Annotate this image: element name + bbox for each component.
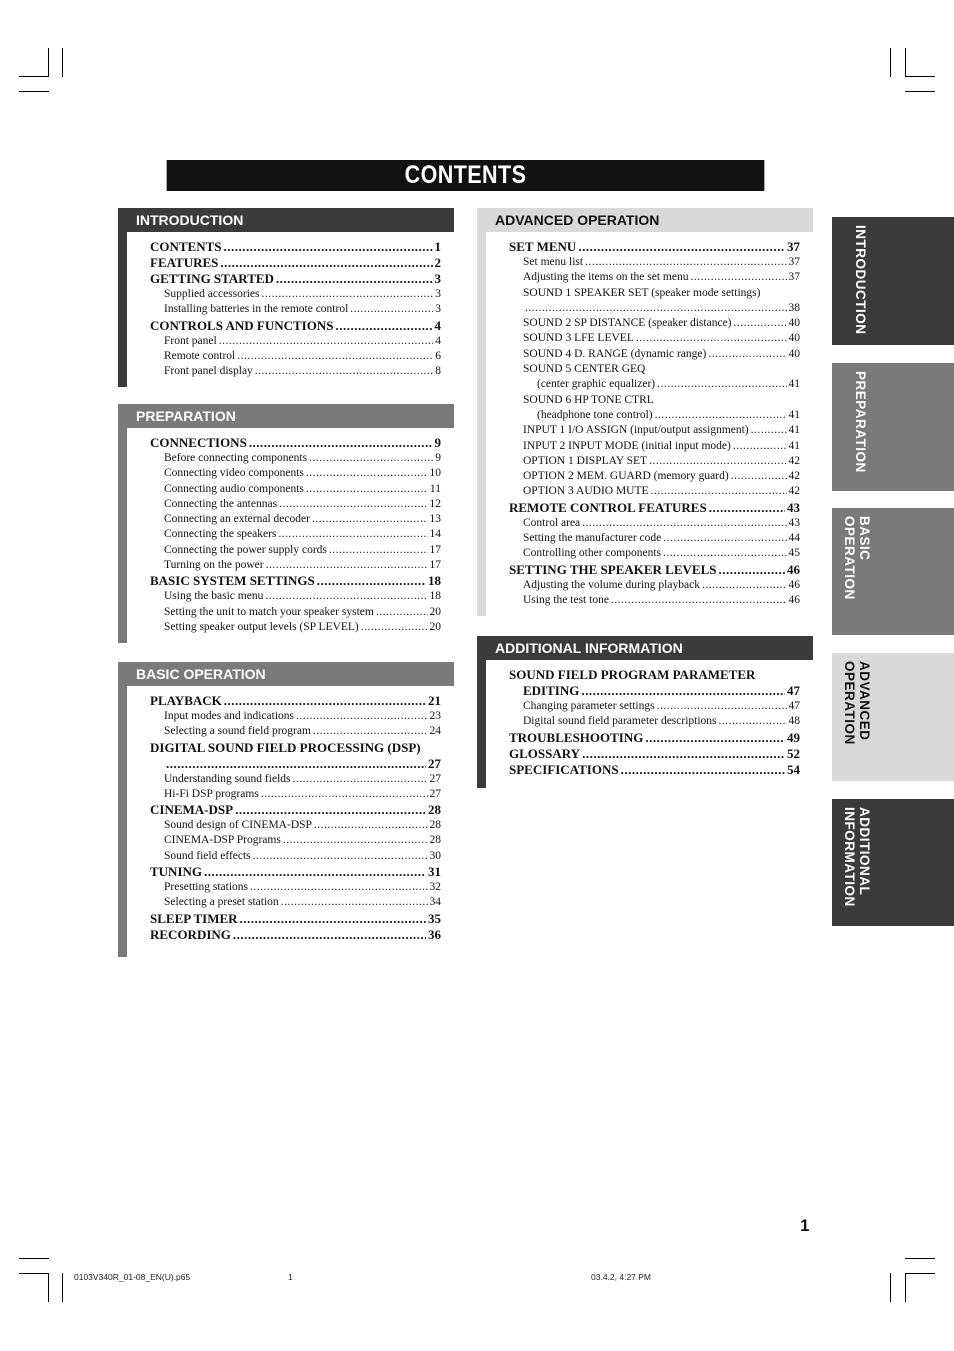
toc-entry-title: Changing parameter settings bbox=[523, 700, 655, 712]
leader-dots bbox=[657, 377, 786, 392]
toc-entry bbox=[150, 271, 441, 287]
page-number: 1 bbox=[800, 1216, 810, 1235]
toc-entry-page: 45 bbox=[788, 547, 800, 560]
toc-entry-page: 3 bbox=[434, 271, 441, 286]
toc-entry bbox=[150, 693, 441, 709]
leader-dots bbox=[690, 270, 786, 285]
toc-entry bbox=[150, 482, 441, 497]
leader-dots bbox=[376, 605, 428, 620]
leader-dots bbox=[240, 911, 426, 927]
toc-entry bbox=[509, 377, 800, 392]
toc-entry bbox=[150, 927, 441, 943]
toc-entry-title: Input modes and indications bbox=[164, 710, 294, 722]
toc-entry-page: 18 bbox=[429, 590, 441, 603]
toc-entry-title: Connecting the power supply cords bbox=[164, 543, 327, 556]
toc-entry-title: CONNECTIONS bbox=[150, 435, 247, 450]
toc-entry-page: 40 bbox=[788, 317, 800, 330]
toc-entry-title: Using the basic menu bbox=[164, 590, 264, 603]
leader-dots bbox=[237, 349, 433, 364]
leader-dots bbox=[734, 316, 787, 331]
leader-dots bbox=[314, 818, 428, 833]
leader-dots bbox=[663, 531, 786, 546]
toc-entry bbox=[509, 762, 800, 778]
toc-entry-title: Sound field effects bbox=[164, 849, 251, 862]
toc-entry-page: 17 bbox=[429, 543, 441, 556]
toc-entry-title: SOUND 4 D. RANGE (dynamic range) bbox=[523, 347, 707, 360]
toc-entry bbox=[509, 593, 800, 608]
leader-dots bbox=[731, 469, 787, 484]
toc-entry bbox=[150, 787, 441, 802]
toc-entry bbox=[509, 331, 800, 346]
toc-entry-page: 44 bbox=[788, 532, 800, 545]
leader-dots bbox=[166, 756, 426, 772]
leader-dots bbox=[266, 558, 428, 573]
leader-dots bbox=[581, 683, 785, 699]
toc-entry bbox=[150, 573, 441, 589]
toc-entry-page: 27 bbox=[429, 772, 441, 785]
toc-entry bbox=[150, 911, 441, 927]
tab-preparation[interactable] bbox=[832, 363, 954, 491]
section-introduction bbox=[118, 208, 454, 387]
leader-dots bbox=[585, 255, 786, 270]
leader-dots bbox=[261, 787, 428, 802]
toc-entry-title: Supplied accessories bbox=[164, 288, 260, 300]
toc-entry bbox=[150, 589, 441, 604]
toc-entry-page: 14 bbox=[429, 528, 441, 541]
toc-entry bbox=[150, 239, 441, 255]
toc-entry-title: Adjusting the items on the set menu bbox=[523, 271, 689, 284]
toc-entry bbox=[150, 334, 441, 349]
toc-entry-title: Connecting audio components bbox=[164, 482, 304, 495]
leader-dots bbox=[649, 454, 786, 469]
toc-entry-title: CINEMA-DSP Programs bbox=[164, 834, 281, 847]
leader-dots bbox=[219, 334, 434, 349]
toc-entry bbox=[150, 349, 441, 364]
toc-entry-title: Using the test tone bbox=[523, 593, 609, 606]
leader-dots bbox=[306, 466, 428, 481]
leader-dots bbox=[751, 423, 787, 438]
toc-entry-title: REMOTE CONTROL FEATURES bbox=[509, 499, 707, 515]
section-basic-operation bbox=[118, 662, 454, 957]
toc-entry-page: 31 bbox=[428, 864, 441, 880]
toc-entry-page: 1 bbox=[434, 239, 441, 254]
toc-entry bbox=[509, 546, 800, 561]
toc-entry-title: DIGITAL SOUND FIELD PROCESSING (DSP) bbox=[150, 739, 421, 755]
leader-dots bbox=[220, 255, 432, 271]
leader-dots bbox=[253, 849, 428, 864]
toc-entry-page: 30 bbox=[429, 849, 441, 862]
toc-entry-title: Set menu list bbox=[523, 256, 584, 268]
leader-dots bbox=[708, 347, 786, 362]
toc-entry-page: 38 bbox=[788, 301, 800, 314]
tab-introduction[interactable] bbox=[832, 217, 954, 345]
toc-entry-page: 6 bbox=[435, 349, 441, 362]
toc-entry bbox=[150, 895, 441, 910]
toc-entry-title: FEATURES bbox=[150, 255, 219, 270]
toc-entry-title: CONTENTS bbox=[150, 239, 222, 254]
section-heading: ADVANCED OPERATION bbox=[477, 208, 813, 232]
toc-entry bbox=[150, 756, 441, 772]
toc-entry-page: 52 bbox=[787, 745, 800, 761]
toc-entry-page: 2 bbox=[434, 255, 441, 270]
toc-list bbox=[509, 667, 800, 778]
toc-entry-title: GETTING STARTED bbox=[150, 271, 274, 286]
toc-entry bbox=[150, 451, 441, 466]
tab-additional-information[interactable] bbox=[832, 799, 954, 926]
page-title: CONTENTS bbox=[167, 160, 765, 191]
toc-entry-title: SOUND 2 SP DISTANCE (speaker distance) bbox=[523, 317, 732, 330]
toc-entry-title: CONTROLS AND FUNCTIONS bbox=[150, 317, 334, 333]
toc-entry-page: 43 bbox=[788, 516, 800, 529]
toc-entry-page: 9 bbox=[434, 435, 441, 450]
footer-page: 1 bbox=[288, 1272, 293, 1282]
toc-entry-page: 37 bbox=[788, 271, 800, 284]
toc-entry-title: OPTION 1 DISPLAY SET bbox=[523, 454, 648, 467]
toc-entry bbox=[150, 302, 441, 317]
toc-entry-title: Hi-Fi DSP programs bbox=[164, 787, 259, 800]
toc-entry-title: Adjusting the volume during playback bbox=[523, 578, 700, 591]
toc-entry-title: CINEMA-DSP bbox=[150, 802, 234, 818]
toc-entry bbox=[509, 408, 800, 423]
leader-dots bbox=[313, 724, 428, 739]
leader-dots bbox=[309, 451, 433, 466]
toc-entry bbox=[509, 347, 800, 362]
toc-entry bbox=[509, 393, 800, 408]
leader-dots bbox=[265, 589, 427, 604]
leader-dots bbox=[611, 593, 787, 608]
toc-entry bbox=[150, 466, 441, 481]
footer-file: 0103V340R_01-08_EN(U).p65 bbox=[74, 1272, 191, 1282]
leader-dots bbox=[525, 301, 787, 316]
toc-entry-page: 40 bbox=[788, 347, 800, 360]
section-heading: PREPARATION bbox=[118, 404, 454, 428]
toc-entry bbox=[150, 527, 441, 542]
toc-entry-page: 11 bbox=[429, 482, 441, 495]
toc-entry bbox=[509, 454, 800, 469]
toc-entry-title: Sound design of CINEMA-DSP bbox=[164, 819, 312, 832]
leader-dots bbox=[292, 772, 427, 787]
toc-entry-page: 3 bbox=[435, 303, 441, 316]
toc-entry-page: 37 bbox=[788, 256, 800, 268]
toc-entry-page: 34 bbox=[429, 896, 441, 909]
toc-entry-page: 3 bbox=[435, 288, 441, 300]
toc-entry bbox=[509, 469, 800, 484]
tab-basic-operation[interactable] bbox=[832, 508, 954, 635]
toc-entry-title: SET MENU bbox=[509, 239, 577, 254]
toc-entry-page: 41 bbox=[788, 378, 800, 391]
toc-entry-page: 36 bbox=[428, 926, 441, 942]
toc-entry-title: Turning on the power bbox=[164, 559, 264, 572]
toc-entry-title: Connecting the antennas bbox=[164, 497, 278, 510]
toc-entry-page: 28 bbox=[429, 819, 441, 832]
toc-entry bbox=[509, 484, 800, 499]
toc-entry bbox=[150, 435, 441, 451]
toc-entry-page: 24 bbox=[429, 725, 441, 738]
leader-dots bbox=[335, 318, 432, 334]
toc-entry bbox=[150, 558, 441, 573]
footer-timestamp: 03.4.2, 4:27 PM bbox=[591, 1272, 652, 1282]
toc-entry-title: SOUND 1 SPEAKER SET (speaker mode settings) bbox=[523, 286, 761, 299]
toc-entry-page: 42 bbox=[788, 454, 800, 467]
toc-entry bbox=[150, 605, 441, 620]
toc-entry bbox=[509, 239, 800, 255]
toc-entry-title: Digital sound field parameter descriptions bbox=[523, 715, 717, 728]
toc-entry-page: 41 bbox=[788, 439, 800, 452]
toc-entry-title: SLEEP TIMER bbox=[150, 910, 238, 926]
toc-entry bbox=[509, 730, 800, 746]
toc-entry-page: 20 bbox=[429, 620, 441, 633]
toc-entry-title: Control area bbox=[523, 516, 581, 529]
toc-entry-page: 12 bbox=[429, 497, 441, 510]
leader-dots bbox=[361, 620, 428, 635]
toc-entry-page: 48 bbox=[788, 715, 800, 728]
toc-list bbox=[150, 239, 441, 379]
toc-entry-title: RECORDING bbox=[150, 926, 231, 942]
toc-entry bbox=[150, 287, 441, 302]
toc-entry-title: OPTION 3 AUDIO MUTE bbox=[523, 485, 649, 498]
leader-dots bbox=[250, 880, 427, 895]
tab-label: INTRODUCTION bbox=[853, 225, 868, 335]
toc-entry-page: 46 bbox=[787, 561, 800, 577]
leader-dots bbox=[283, 833, 428, 848]
leader-dots bbox=[278, 527, 427, 542]
toc-entry-page: 54 bbox=[787, 761, 800, 777]
toc-entry bbox=[150, 802, 441, 818]
toc-entry-title: Connecting an external decoder bbox=[164, 513, 310, 526]
leader-dots bbox=[279, 497, 427, 512]
toc-entry-page: 43 bbox=[787, 499, 800, 515]
leader-dots bbox=[582, 746, 785, 762]
leader-dots bbox=[224, 239, 433, 255]
toc-entry-title: Setting the unit to match your speaker system bbox=[164, 605, 374, 618]
leader-dots bbox=[636, 331, 787, 346]
toc-entry bbox=[150, 543, 441, 558]
toc-list bbox=[509, 239, 800, 608]
leader-dots bbox=[249, 435, 433, 451]
toc-entry-title: PLAYBACK bbox=[150, 693, 222, 708]
leader-dots bbox=[651, 484, 787, 499]
toc-entry bbox=[150, 724, 441, 739]
leader-dots bbox=[233, 927, 426, 943]
leader-dots bbox=[255, 364, 433, 379]
section-heading: INTRODUCTION bbox=[118, 208, 454, 232]
toc-entry bbox=[150, 864, 441, 880]
toc-entry-page: 4 bbox=[435, 334, 441, 347]
section-heading: ADDITIONAL INFORMATION bbox=[477, 636, 813, 660]
toc-entry-title: Selecting a preset station bbox=[164, 896, 279, 909]
toc-entry-page: 13 bbox=[429, 513, 441, 526]
toc-entry-title: Before connecting components bbox=[164, 452, 308, 464]
toc-entry-page: 49 bbox=[787, 729, 800, 745]
toc-entry-title: Connecting video components bbox=[164, 467, 304, 480]
toc-entry bbox=[509, 362, 800, 377]
tab-label: BASIC OPERATION bbox=[842, 516, 872, 600]
leader-dots bbox=[719, 714, 787, 729]
toc-entry-page: 20 bbox=[429, 605, 441, 618]
toc-entry-title: Understanding sound fields bbox=[164, 772, 291, 785]
tab-label: ADDITIONAL INFORMATION bbox=[842, 807, 872, 907]
toc-entry-title: Remote control bbox=[164, 349, 236, 362]
toc-entry-page: 47 bbox=[787, 683, 800, 698]
toc-entry bbox=[150, 512, 441, 527]
toc-entry-title: SOUND 3 LFE LEVEL bbox=[523, 332, 634, 345]
toc-entry bbox=[150, 849, 441, 864]
leader-dots bbox=[235, 802, 426, 818]
toc-entry-title: GLOSSARY bbox=[509, 745, 581, 761]
toc-entry-title: (headphone tone control) bbox=[537, 408, 653, 421]
toc-entry bbox=[509, 270, 800, 285]
toc-entry bbox=[509, 746, 800, 762]
toc-entry bbox=[509, 667, 800, 683]
toc-entry-page: 4 bbox=[434, 317, 441, 333]
toc-entry-page: 37 bbox=[787, 239, 800, 254]
leader-dots bbox=[317, 573, 426, 589]
toc-entry bbox=[509, 699, 800, 714]
toc-entry bbox=[509, 255, 800, 270]
leader-dots bbox=[655, 408, 787, 423]
toc-entry-title: Front panel bbox=[164, 334, 217, 347]
toc-entry bbox=[150, 364, 441, 379]
toc-entry bbox=[509, 531, 800, 546]
tab-label: ADVANCED OPERATION bbox=[842, 661, 872, 745]
toc-entry-page: 17 bbox=[429, 559, 441, 572]
toc-entry-page: 27 bbox=[429, 787, 441, 800]
toc-entry bbox=[509, 423, 800, 438]
toc-entry-title: INPUT 1 I/O ASSIGN (input/output assignment) bbox=[523, 424, 749, 437]
toc-entry-page: 40 bbox=[788, 332, 800, 345]
toc-entry-title: SOUND 5 CENTER GEQ bbox=[523, 363, 646, 376]
toc-entry bbox=[150, 740, 441, 756]
leader-dots bbox=[657, 699, 787, 714]
leader-dots bbox=[312, 512, 428, 527]
toc-entry-page: 21 bbox=[428, 693, 441, 708]
toc-entry bbox=[509, 683, 800, 699]
toc-entry bbox=[150, 772, 441, 787]
toc-entry-page: 42 bbox=[788, 470, 800, 483]
leader-dots bbox=[296, 709, 428, 724]
toc-entry bbox=[509, 714, 800, 729]
toc-entry-title: INPUT 2 INPUT MODE (initial input mode) bbox=[523, 439, 731, 452]
toc-list bbox=[150, 435, 441, 635]
leader-dots bbox=[350, 302, 433, 317]
toc-entry-title: Controlling other components bbox=[523, 547, 661, 560]
leader-dots bbox=[733, 439, 787, 454]
toc-entry-page: 8 bbox=[435, 365, 441, 378]
toc-entry bbox=[150, 709, 441, 724]
toc-entry-page: 42 bbox=[788, 485, 800, 498]
toc-entry-title: Setting speaker output levels (SP LEVEL) bbox=[164, 620, 359, 633]
toc-entry-page: 10 bbox=[429, 467, 441, 480]
toc-entry-title: Front panel display bbox=[164, 365, 253, 378]
toc-entry-page: 32 bbox=[429, 881, 441, 894]
toc-entry bbox=[509, 286, 800, 301]
leader-dots bbox=[645, 730, 785, 746]
toc-entry-page: 9 bbox=[435, 452, 441, 464]
toc-entry-page: 18 bbox=[428, 573, 441, 589]
leader-dots bbox=[578, 239, 785, 255]
toc-entry-page: 47 bbox=[788, 700, 800, 712]
leader-dots bbox=[718, 562, 785, 578]
tab-label: PREPARATION bbox=[853, 371, 868, 473]
leader-dots bbox=[204, 864, 426, 880]
toc-entry bbox=[509, 316, 800, 331]
toc-entry bbox=[150, 497, 441, 512]
leader-dots bbox=[709, 500, 785, 516]
toc-entry bbox=[509, 439, 800, 454]
toc-entry-title: TROUBLESHOOTING bbox=[509, 729, 644, 745]
section-preparation bbox=[118, 404, 454, 643]
toc-entry-title: Presetting stations bbox=[164, 881, 249, 894]
toc-entry bbox=[509, 562, 800, 578]
toc-entry-page: 28 bbox=[429, 834, 441, 847]
toc-entry-page: 46 bbox=[788, 578, 800, 591]
toc-entry-title: Installing batteries in the remote control bbox=[164, 303, 349, 316]
leader-dots bbox=[224, 693, 426, 709]
toc-entry bbox=[509, 301, 800, 316]
leader-dots bbox=[621, 762, 785, 778]
toc-entry bbox=[150, 255, 441, 271]
toc-entry-page: 28 bbox=[428, 802, 441, 818]
toc-entry-title: OPTION 2 MEM. GUARD (memory guard) bbox=[523, 470, 729, 483]
tab-advanced-operation[interactable] bbox=[832, 653, 954, 781]
leader-dots bbox=[329, 543, 428, 558]
leader-dots bbox=[262, 287, 434, 302]
leader-dots bbox=[276, 271, 433, 287]
toc-entry-title: EDITING bbox=[523, 683, 580, 698]
toc-entry-title: SOUND 6 HP TONE CTRL bbox=[523, 393, 654, 406]
toc-entry-title: Selecting a sound field program bbox=[164, 725, 311, 738]
toc-entry-page: 23 bbox=[429, 710, 441, 722]
toc-entry bbox=[509, 578, 800, 593]
toc-entry-title: (center graphic equalizer) bbox=[537, 378, 656, 391]
toc-entry-title: SETTING THE SPEAKER LEVELS bbox=[509, 561, 717, 577]
toc-entry-title: BASIC SYSTEM SETTINGS bbox=[150, 573, 315, 589]
toc-entry bbox=[509, 516, 800, 531]
toc-entry-title: TUNING bbox=[150, 864, 203, 880]
toc-entry-title: SPECIFICATIONS bbox=[509, 761, 619, 777]
toc-entry bbox=[150, 818, 441, 833]
toc-entry bbox=[509, 500, 800, 516]
section-additional-information bbox=[477, 636, 813, 788]
toc-entry-page: 41 bbox=[788, 408, 800, 421]
leader-dots bbox=[702, 578, 787, 593]
section-advanced-operation bbox=[477, 208, 813, 616]
leader-dots bbox=[663, 546, 787, 561]
toc-entry bbox=[150, 620, 441, 635]
toc-entry-page: 46 bbox=[788, 593, 800, 606]
leader-dots bbox=[281, 895, 428, 910]
leader-dots bbox=[582, 516, 786, 531]
toc-entry-page: 35 bbox=[428, 910, 441, 926]
leader-dots bbox=[306, 482, 428, 497]
toc-entry-page: 41 bbox=[788, 424, 800, 437]
toc-list bbox=[150, 693, 441, 943]
toc-entry bbox=[150, 880, 441, 895]
toc-entry-title: Connecting the speakers bbox=[164, 528, 277, 541]
toc-entry-title: Setting the manufacturer code bbox=[523, 532, 662, 545]
toc-entry-title: SOUND FIELD PROGRAM PARAMETER bbox=[509, 667, 756, 682]
toc-entry-page: 27 bbox=[428, 755, 441, 771]
section-heading: BASIC OPERATION bbox=[118, 662, 454, 686]
toc-entry bbox=[150, 833, 441, 848]
toc-entry bbox=[150, 318, 441, 334]
